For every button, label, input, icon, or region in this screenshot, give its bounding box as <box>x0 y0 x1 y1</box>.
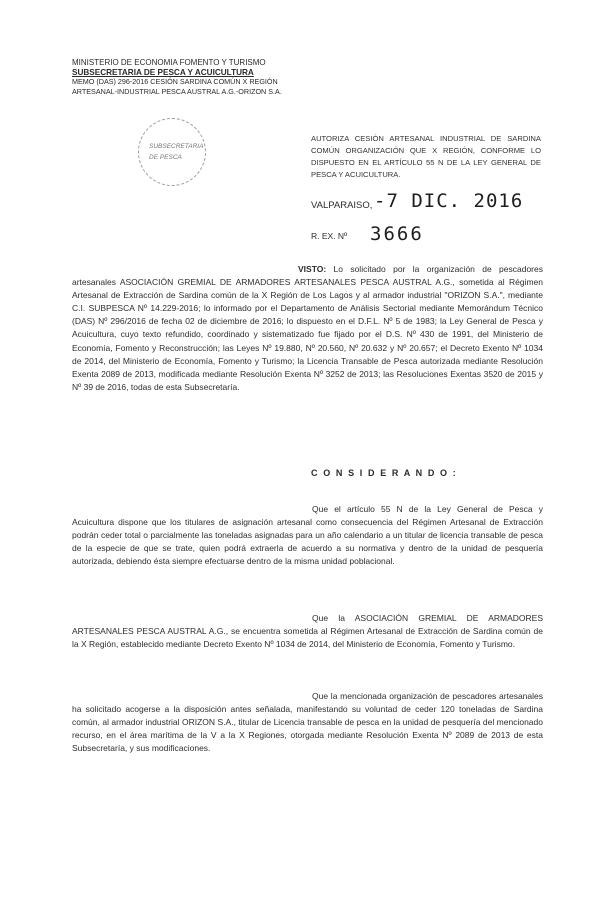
official-seal-stamp <box>138 118 206 186</box>
resolution-number-label: R. EX. Nº <box>311 231 348 241</box>
considerando-text-3: Que la mencionada organización de pescadores artesanales ha solicitado acogerse a la disposición antes señalada, manifestando su voluntad de ceder 120 toneladas de Sardina común, al armador industrial ORIZON S.A., titular de Licencia transable de pesca en la unidad de pesquería del mencionado recurso, en el área marítima de la V a la X Regiones, otorgada mediante Resolución Exenta Nº 2089 de 2013 de esta Subsecretaría, y sus modificaciones. <box>72 691 543 754</box>
stamped-date: -7 DIC. 2016 <box>374 190 524 212</box>
visto-paragraph <box>72 263 543 394</box>
letterhead <box>72 58 332 96</box>
subsecretaria-name: SUBSECRETARIA DE PESCA Y ACUICULTURA <box>72 67 254 77</box>
stamp-text-line-2: DE PESCA <box>149 154 182 161</box>
visto-lead: VISTO: <box>298 264 327 274</box>
considerando-paragraph-3 <box>72 690 543 755</box>
place-label: VALPARAISO, <box>311 200 373 211</box>
stamp-text-line-1: SUBSECRETARIA <box>149 143 204 150</box>
resolution-number: 3666 <box>370 223 424 245</box>
visto-text: Lo solicitado por la organización de pescadores artesanales ASOCIACIÓN GREMIAL DE ARMADORES ARTESANALES PESCA AUSTRAL A.G., sometida al Régimen Artesanal de Extracción de Sardina común de la X Región de Los Lagos y al armador industrial "ORIZON S.A.", mediante C.I. SUBPESCA Nº 14.229-2016; lo informado por el Departamento de Análisis Sectorial mediante Memorándum Técnico (DAS) Nº 296/2016 de fecha 02 de diciembre de 2016; lo dispuesto en el D.F.L. Nº 5 de 1983; la Ley General de Pesca y Acuicultura, cuyo texto refundido, coordinado y sistematizado fue fijado por el D.S. Nº 430 de 1991, del Ministerio de Economía, Fomento y Reconstrucción; las Leyes Nº 19.880, Nº 20.560, Nº 20.632 y Nº 20.657; el Decreto Exento Nº 1034 de 2014, del Ministerio de Economía, Fomento y Turismo; la Licencia Transable de Pesca autorizada mediante Resolución Exenta 2089 de 2013, modificada mediante Resolución Exenta Nº 3252 de 2013; las Resoluciones Exentas 3520 de 2015 y Nº 39 de 2016, todas de esta Subsecretaría. <box>72 264 543 392</box>
resolution-subject: AUTORIZA CESIÓN ARTESANAL INDUSTRIAL DE SARDINA COMÚN ORGANIZACIÓN QUE X REGIÓN, CONFORME LO DISPUESTO EN EL ARTÍCULO 55 N DE LA LEY GENERAL DE PESCA Y ACUICULTURA. <box>311 134 541 179</box>
memo-reference-line-2: ARTESANAL-INDUSTRIAL PESCA AUSTRAL A.G.-ORIZON S.A. <box>72 86 282 96</box>
considerando-text-1: Que el artículo 55 N de la Ley General de Pesca y Acuicultura dispone que los titulares de asignación artesanal como consecuencia del Régimen Artesanal de Extracción podrán ceder total o parcialmente las toneladas asignadas para un año calendario a un titular de licencia transable de pesca de la especie de que se trate, quien podrá extraerla de acuerdo a su normativa y dentro de la unidad de pesquería autorizada, debiendo ésta siempre efectuarse dentro de la misma unidad poblacional. <box>72 504 543 567</box>
considerando-paragraph-1 <box>72 503 543 568</box>
considerando-text-2: Que la ASOCIACIÓN GREMIAL DE ARMADORES ARTESANALES PESCA AUSTRAL A.G., se encuentra sometida al Régimen Artesanal de Extracción de Sardina común de la X Región, establecido mediante Decreto Exento Nº 1034 de 2014, del Ministerio de Economía, Fomento y Turismo. <box>72 613 543 650</box>
memo-reference-line-1: MEMO (DAS) 296-2016 CESIÓN SARDINA COMÚN X REGIÓN <box>72 77 278 86</box>
ministry-name: MINISTERIO DE ECONOMIA FOMENTO Y TURISMO <box>72 58 266 67</box>
considerando-paragraph-2 <box>72 612 543 651</box>
considerando-heading: C O N S I D E R A N D O : <box>311 468 458 478</box>
